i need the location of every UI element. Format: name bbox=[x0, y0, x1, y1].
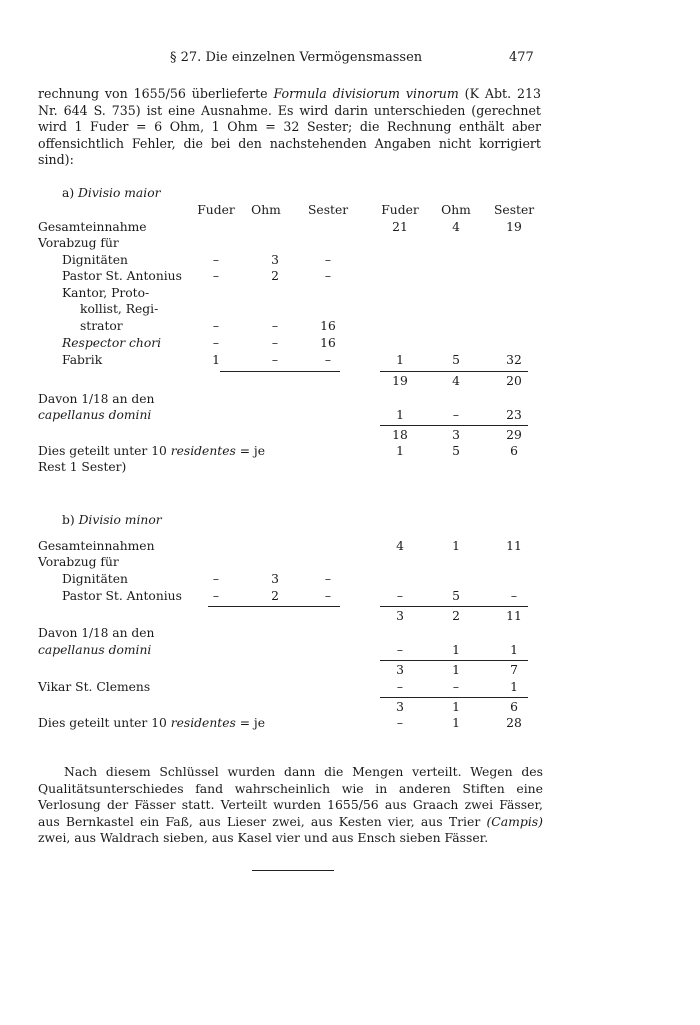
cell: 1 bbox=[452, 700, 460, 714]
cell: 28 bbox=[506, 716, 522, 730]
cell: 3 bbox=[396, 700, 404, 714]
col-ohm-left: Ohm bbox=[251, 203, 281, 217]
cell: – bbox=[271, 353, 279, 367]
cell: – bbox=[324, 269, 332, 283]
row-label: Rest 1 Sester) bbox=[38, 460, 127, 474]
cell: – bbox=[324, 589, 332, 603]
section-b-heading bbox=[0, 513, 700, 530]
table-row bbox=[0, 680, 700, 697]
fraction: 1/18 bbox=[81, 626, 109, 640]
cell: 3 bbox=[271, 572, 279, 586]
intro-paragraph bbox=[38, 86, 541, 169]
row-label: = je bbox=[235, 716, 265, 730]
col-fuder-right: Fuder bbox=[381, 203, 419, 217]
table-row bbox=[0, 220, 700, 237]
table-row bbox=[0, 408, 700, 425]
end-rule bbox=[252, 870, 334, 871]
table-row bbox=[0, 302, 700, 319]
table-row bbox=[0, 286, 700, 303]
cell: – bbox=[396, 643, 404, 657]
table-row bbox=[0, 428, 700, 445]
row-label: Dies geteilt unter 10 bbox=[38, 716, 171, 730]
table-row bbox=[0, 539, 700, 556]
row-label: = je bbox=[235, 444, 265, 458]
cell: 18 bbox=[392, 428, 408, 442]
col-sester-right: Sester bbox=[494, 203, 535, 217]
sum-rule-left bbox=[208, 606, 340, 607]
cell: 3 bbox=[271, 253, 279, 267]
cell: 1 bbox=[452, 716, 460, 730]
cell: 16 bbox=[320, 319, 336, 333]
cell: 2 bbox=[452, 609, 460, 623]
fraction: 1/18 bbox=[81, 392, 109, 406]
table-row bbox=[0, 269, 700, 286]
cell: – bbox=[271, 319, 279, 333]
running-header: § 27. Die einzelnen Vermögensmassen bbox=[170, 50, 423, 65]
closing-paragraph bbox=[38, 764, 543, 847]
cell: – bbox=[396, 680, 404, 694]
intro-text: rechnung von 1655/56 überlieferte bbox=[38, 86, 274, 101]
cell: 4 bbox=[452, 374, 460, 388]
sum-rule-right bbox=[380, 371, 528, 372]
row-label: Kantor, Proto- bbox=[62, 286, 150, 300]
closing-text: Nach diesem Schlüssel wurden dann die Mengen verteilt. Wegen des Qualitätsunterschiedes fand wahrscheinlich wie in anderen Stiften eine Verlosung der Fässer statt. Verteilt wurden 1655/56 aus Graach zwei Fässer, aus Bernkastel ein Faß, aus Lieser zwei, aus Kesten vier, aus Trier bbox=[38, 764, 543, 829]
cell: 5 bbox=[452, 444, 460, 458]
cell: 1 bbox=[452, 643, 460, 657]
cell: 1 bbox=[396, 353, 404, 367]
table-row bbox=[0, 716, 700, 733]
cell: 4 bbox=[452, 220, 460, 234]
row-label: Vorabzug für bbox=[38, 555, 119, 569]
col-ohm-right: Ohm bbox=[441, 203, 471, 217]
table-row bbox=[0, 572, 700, 589]
row-label: Gesamteinnahme bbox=[38, 220, 147, 234]
table-row bbox=[0, 555, 700, 572]
cell: – bbox=[324, 572, 332, 586]
row-label: Davon bbox=[38, 626, 82, 640]
cell: 1 bbox=[452, 663, 460, 677]
intro-italic-title: Formula divisiorum vinorum bbox=[273, 86, 459, 101]
row-label: an den bbox=[108, 392, 155, 406]
row-label-italic: residentes bbox=[170, 444, 236, 458]
cell: 5 bbox=[452, 589, 460, 603]
cell: 1 bbox=[510, 643, 518, 657]
cell: 3 bbox=[396, 663, 404, 677]
cell: – bbox=[510, 589, 518, 603]
cell: – bbox=[212, 319, 220, 333]
closing-text-continued: zwei, aus Waldrach sieben, aus Kasel vier und aus Ensch sieben Fässer. bbox=[38, 830, 489, 846]
sum-rule-right bbox=[380, 697, 528, 698]
row-label: kollist, Regi- bbox=[80, 302, 159, 316]
row-label: Pastor St. Antonius bbox=[62, 269, 182, 283]
row-label: capellanus domini bbox=[38, 643, 152, 657]
cell: – bbox=[396, 716, 404, 730]
row-label: Gesamteinnahmen bbox=[38, 539, 155, 553]
cell: 3 bbox=[396, 609, 404, 623]
row-label: capellanus domini bbox=[38, 408, 152, 422]
cell: – bbox=[212, 269, 220, 283]
table-row bbox=[0, 643, 700, 660]
table-row bbox=[0, 374, 700, 391]
cell: 6 bbox=[510, 444, 518, 458]
section-a-prefix: a) bbox=[62, 186, 79, 200]
cell: 23 bbox=[506, 408, 522, 422]
sum-rule-right bbox=[380, 425, 528, 426]
cell: – bbox=[212, 336, 220, 350]
table-row bbox=[0, 336, 700, 353]
section-a-title: Divisio maior bbox=[78, 186, 161, 200]
table-row bbox=[0, 236, 700, 253]
page-number: 477 bbox=[509, 50, 534, 65]
section-b-title: Divisio minor bbox=[78, 513, 162, 527]
col-sester-left: Sester bbox=[308, 203, 349, 217]
table-row bbox=[0, 253, 700, 270]
table-row bbox=[0, 589, 700, 606]
cell: 19 bbox=[506, 220, 522, 234]
row-label: Vikar St. Clemens bbox=[38, 680, 151, 694]
table-row bbox=[0, 460, 700, 477]
cell: 3 bbox=[452, 428, 460, 442]
row-label: an den bbox=[108, 626, 155, 640]
row-label: Dies geteilt unter 10 bbox=[38, 444, 171, 458]
table-row bbox=[0, 663, 700, 680]
row-label: Dignitäten bbox=[62, 253, 128, 267]
col-fuder-left: Fuder bbox=[197, 203, 235, 217]
cell: – bbox=[396, 589, 404, 603]
table-row bbox=[0, 444, 700, 461]
sum-rule-right bbox=[380, 606, 528, 607]
table-row bbox=[0, 319, 700, 336]
cell: 11 bbox=[506, 609, 522, 623]
cell: 1 bbox=[212, 353, 220, 367]
cell: – bbox=[324, 353, 332, 367]
section-b-prefix: b) bbox=[62, 513, 79, 527]
row-label-italic: residentes bbox=[170, 716, 236, 730]
table-row bbox=[0, 353, 700, 370]
cell: 6 bbox=[510, 700, 518, 714]
cell: 11 bbox=[506, 539, 522, 553]
table-row bbox=[0, 392, 700, 409]
cell: – bbox=[271, 336, 279, 350]
cell: 5 bbox=[452, 353, 460, 367]
row-label: Pastor St. Antonius bbox=[62, 589, 182, 603]
cell: 21 bbox=[392, 220, 408, 234]
cell: 2 bbox=[271, 269, 279, 283]
cell: 29 bbox=[506, 428, 522, 442]
cell: 20 bbox=[506, 374, 522, 388]
cell: 16 bbox=[320, 336, 336, 350]
cell: 1 bbox=[510, 680, 518, 694]
cell: – bbox=[212, 589, 220, 603]
cell: – bbox=[212, 253, 220, 267]
cell: 1 bbox=[396, 408, 404, 422]
cell: 1 bbox=[452, 539, 460, 553]
row-label: Fabrik bbox=[62, 353, 103, 367]
cell: 32 bbox=[506, 353, 522, 367]
cell: 1 bbox=[396, 444, 404, 458]
cell: 7 bbox=[510, 663, 518, 677]
section-a-heading bbox=[0, 186, 700, 203]
cell: – bbox=[212, 572, 220, 586]
cell: – bbox=[452, 408, 460, 422]
cell: 2 bbox=[271, 589, 279, 603]
row-label: strator bbox=[80, 319, 123, 333]
cell: 19 bbox=[392, 374, 408, 388]
table-row bbox=[0, 609, 700, 626]
table-row bbox=[0, 626, 700, 643]
cell: 4 bbox=[396, 539, 404, 553]
row-label: Respector chori bbox=[62, 336, 162, 350]
column-headers bbox=[0, 203, 700, 220]
row-label: Davon bbox=[38, 392, 82, 406]
intro-text-continued: (K Abt. 213 Nr. 644 S. 735) ist eine Ausnahme. Es wird darin unterschieden (gerechnet wird 1 Fuder = 6 Ohm, 1 Ohm = 32 Sester; die Rechnung enthält aber offensichtlich Fehler, die bei den nachstehenden Angaben nicht korrigiert sind): bbox=[38, 86, 541, 167]
cell: – bbox=[452, 680, 460, 694]
sum-rule-right bbox=[380, 660, 528, 661]
row-label: Dignitäten bbox=[62, 572, 128, 586]
table-row bbox=[0, 700, 700, 717]
sum-rule-left bbox=[220, 371, 340, 372]
closing-italic: (Campis) bbox=[486, 813, 543, 829]
row-label: Vorabzug für bbox=[38, 236, 119, 250]
cell: – bbox=[324, 253, 332, 267]
